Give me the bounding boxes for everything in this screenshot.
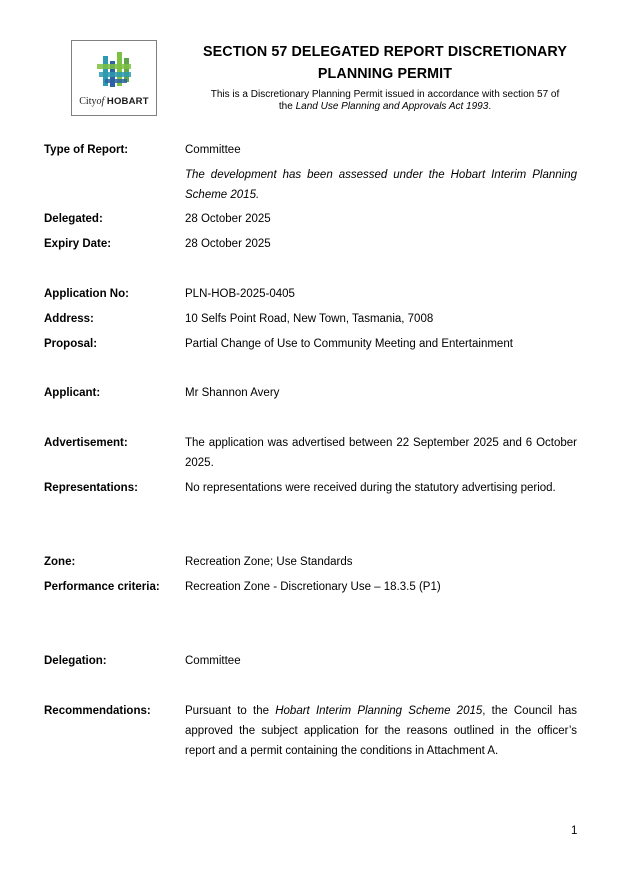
zone-value: Recreation Zone; Use Standards — [185, 556, 353, 568]
hobart-logo-mark-icon — [97, 52, 133, 92]
document-subtitle-line-1: This is a Discretionary Planning Permit issued in accordance with section 57 of — [210, 89, 560, 100]
recommendations-scheme-name: Hobart Interim Planning Scheme 2015 — [275, 705, 483, 717]
page-number: 1 — [571, 825, 578, 837]
expiry-date-value: 28 October 2025 — [185, 238, 271, 250]
delegation-value: Committee — [185, 655, 241, 667]
logo-city-word: City — [79, 96, 97, 107]
proposal-value: Partial Change of Use to Community Meeting and Entertainment — [185, 338, 513, 350]
advertisement-label: Advertisement: — [44, 437, 128, 449]
document-title-line-2: PLANNING PERMIT — [317, 66, 453, 82]
recommendations-value — [185, 701, 577, 761]
representations-label: Representations: — [44, 482, 138, 494]
delegated-label: Delegated: — [44, 213, 103, 225]
delegated-value: 28 October 2025 — [185, 213, 271, 225]
advertisement-value: The application was advertised between 22 September 2025 and 6 October 2025. — [185, 437, 577, 469]
logo-hobart-word: HOBART — [106, 96, 149, 107]
subtitle-act-name: Land Use Planning and Approvals Act 1993 — [295, 101, 489, 112]
document-title-line-1: SECTION 57 DELEGATED REPORT DISCRETIONARY — [203, 44, 567, 60]
city-of-hobart-logo — [71, 40, 157, 116]
logo-wordmark — [72, 96, 156, 107]
subtitle-suffix: . — [488, 101, 492, 112]
application-no-value: PLN-HOB-2025-0405 — [185, 288, 295, 300]
type-of-report-value: Committee — [185, 144, 241, 156]
document-subtitle-line-2 — [176, 101, 594, 113]
logo-of-word: of — [96, 96, 105, 107]
recommendations-prefix: Pursuant to the — [185, 705, 276, 717]
representations-value: No representations were received during the statutory advertising period. — [185, 482, 556, 494]
recommendations-suffix: , the Council has approved the subject application for the reasons outlined in the officer’s report and a permit containing the conditions in Attachment A. — [185, 705, 577, 757]
subtitle-prefix: the — [278, 101, 296, 112]
recommendations-label: Recommendations: — [44, 705, 151, 717]
expiry-date-label: Expiry Date: — [44, 238, 112, 250]
delegation-label: Delegation: — [44, 655, 107, 667]
address-value: 10 Selfs Point Road, New Town, Tasmania, 7008 — [185, 313, 434, 325]
address-label: Address: — [44, 313, 94, 325]
applicant-label: Applicant: — [44, 387, 101, 399]
proposal-label: Proposal: — [44, 338, 98, 350]
applicant-value: Mr Shannon Avery — [185, 387, 280, 399]
performance-criteria-value: Recreation Zone - Discretionary Use – 18.3.5 (P1) — [185, 581, 441, 593]
zone-label: Zone: — [44, 556, 76, 568]
type-of-report-label: Type of Report: — [44, 144, 129, 156]
assessment-note: The development has been assessed under the Hobart Interim Planning Scheme 2015. — [185, 169, 577, 201]
performance-criteria-label: Performance criteria: — [44, 581, 160, 593]
application-no-label: Application No: — [44, 288, 129, 300]
